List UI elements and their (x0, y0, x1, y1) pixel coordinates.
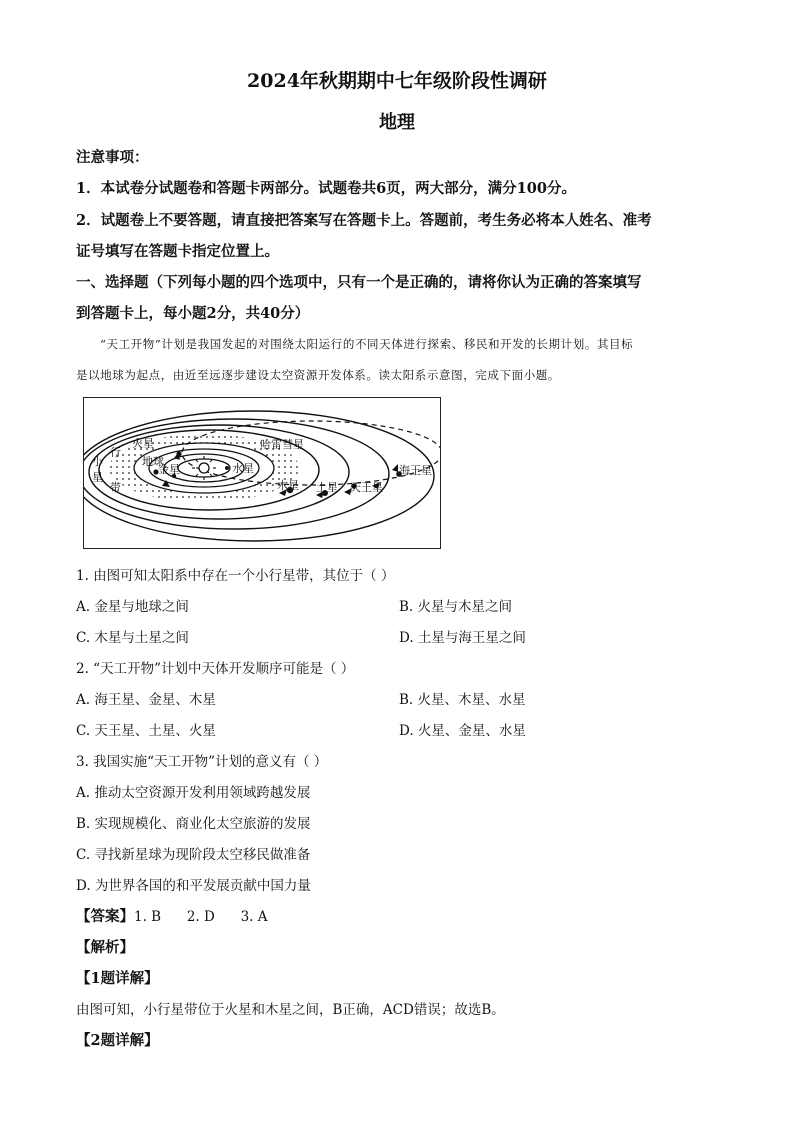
question-1-stem: 1. 由图可知太阳系中存在一个小行星带，其位于（ ） (76, 568, 395, 584)
question-1-option-a: A. 金星与地球之间 (76, 599, 189, 615)
notes-heading: 注意事项： (76, 149, 149, 166)
label-saturn: 土星 (316, 481, 338, 494)
label-uranus: 天王星 (350, 481, 383, 494)
question-2-option-d: D. 火星、金星、水星 (399, 723, 526, 739)
question-3-stem: 3. 我国实施“天工开物”计划的意义有（ ） (76, 754, 328, 770)
section-heading-line-1: 一、选择题（下列每小题的四个选项中，只有一个是正确的，请将你认为正确的答案填写 (76, 274, 642, 291)
question-2-option-a: A. 海王星、金星、木星 (76, 692, 216, 708)
question-3-option-c: C. 寻找新星球为现阶段太空移民做准备 (76, 847, 311, 863)
notes-item-1: 1．本试卷分试题卷和答题卡两部分。试题卷共6页，两大部分，满分100分。 (76, 180, 576, 197)
question-3-option-d: D. 为世界各国的和平发展贡献中国力量 (76, 878, 311, 894)
label-jupiter: 木星 (277, 479, 299, 492)
answer-label: 【答案】 (76, 908, 134, 925)
notes-item-2-line-1: 2．试题卷上不要答题，请直接把答案写在答题卡上。答题前，考生务必将本人姓名、准考 (76, 212, 652, 229)
page-title: 2024年秋期期中七年级阶段性调研 (247, 70, 547, 92)
subject-title: 地理 (379, 112, 415, 133)
solar-system-diagram (83, 397, 441, 549)
label-neptune: 海王星 (399, 464, 432, 477)
question-1-option-b: B. 火星与木星之间 (399, 599, 513, 615)
sun-icon (199, 463, 209, 473)
answer-text: 1. B 2. D 3. A (134, 909, 268, 925)
label-halley-comet: 哈雷彗星 (260, 438, 304, 451)
analysis-q1-text: 由图可知，小行星带位于火星和木星之间，B正确，ACD错误；故选B。 (76, 1002, 505, 1018)
passage-line-1: “天工开物”计划是我国发起的对围绕太阳运行的不同天体进行探索、移民和开发的长期计划。其目标 (100, 337, 634, 351)
section-heading-line-2: 到答题卡上，每小题2分，共40分） (76, 305, 310, 322)
question-1-option-d: D. 土星与海王星之间 (399, 630, 526, 646)
notes-item-2-line-2: 证号填写在答题卡指定位置上。 (76, 243, 279, 260)
label-mars: 火星 (132, 437, 154, 450)
label-asteroid-belt-4: 带 (110, 481, 121, 494)
label-venus: 金星 (158, 463, 180, 476)
label-mercury: 水星 (232, 462, 254, 475)
question-2-option-b: B. 火星、木星、水星 (399, 692, 526, 708)
question-3-option-a: A. 推动太空资源开发利用领域跨越发展 (76, 785, 311, 801)
label-asteroid-belt-3: 星 (92, 471, 103, 484)
question-1-option-c: C. 木星与土星之间 (76, 630, 189, 646)
answer-line (76, 905, 268, 926)
analysis-q1-label: 【1题详解】 (76, 970, 159, 987)
label-asteroid-belt-2: 行 (110, 446, 121, 459)
question-2-stem: 2. “天工开物”计划中天体开发顺序可能是（ ） (76, 661, 355, 677)
question-3-option-b: B. 实现规模化、商业化太空旅游的发展 (76, 816, 311, 832)
analysis-q2-label: 【2题详解】 (76, 1032, 159, 1049)
passage-line-2: 是以地球为起点，由近至远逐步建设太空资源开发体系。读太阳系示意图，完成下面小题。 (76, 368, 560, 382)
question-2-option-c: C. 天王星、土星、火星 (76, 723, 216, 739)
label-earth: 地球 (142, 455, 164, 468)
analysis-label: 【解析】 (76, 939, 134, 956)
label-asteroid-belt-1: 小 (92, 455, 103, 468)
